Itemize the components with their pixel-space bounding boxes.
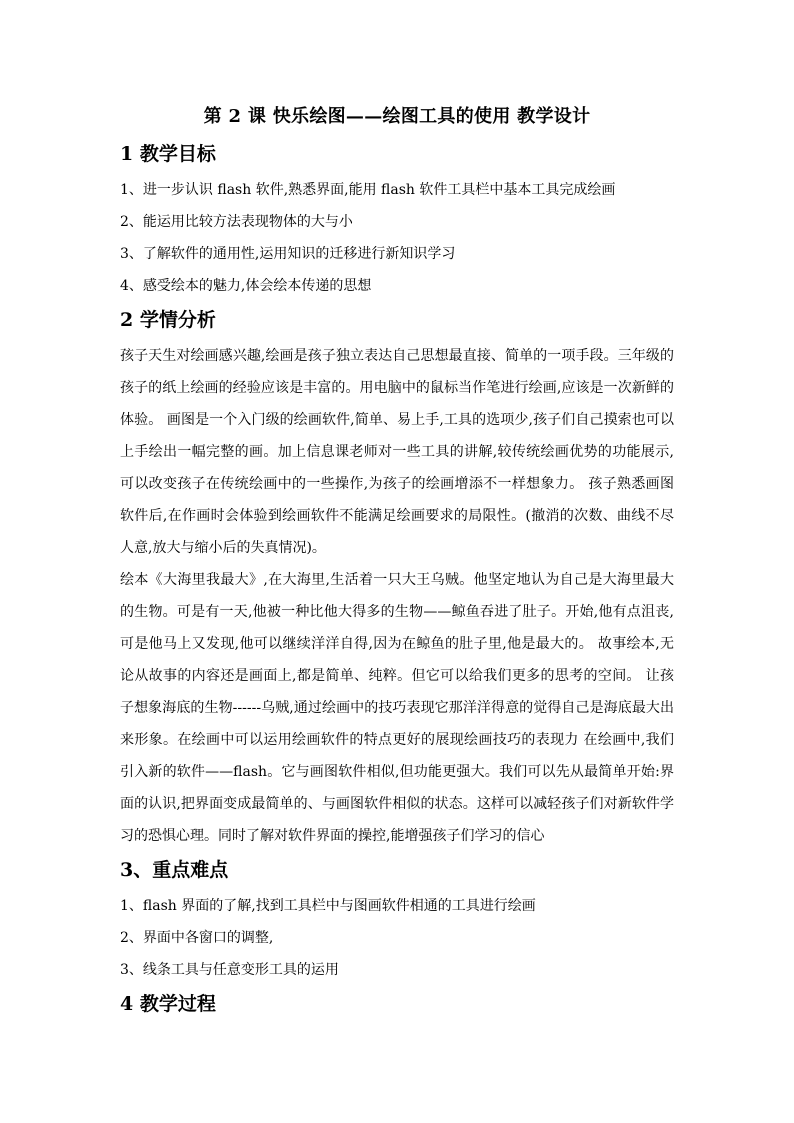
section-heading-learner-analysis: 2 学情分析	[120, 309, 216, 331]
section-key-points	[120, 856, 674, 986]
section-heading-teaching-process: 4 教学过程	[120, 993, 216, 1015]
section-heading-objectives: 1 教学目标	[120, 143, 216, 165]
objective-item: 2、能运用比较方法表现物体的大与小	[120, 214, 353, 230]
section-teaching-process	[120, 990, 674, 1018]
key-point-item: 2、界面中各窗口的调整,	[120, 930, 274, 946]
objective-item: 4、感受绘本的魅力,体会绘本传递的思想	[120, 278, 372, 294]
key-point-item: 3、线条工具与任意变形工具的运用	[120, 962, 339, 978]
analysis-paragraph: 孩子天生对绘画感兴趣,绘画是孩子独立表达自己思想最直接、简单的一项手段。三年级的孩子的纸上绘画的经验应该是丰富的。用电脑中的鼠标当作笔进行绘画,应该是一次新鲜的体验。 画图是一个入门级的绘画软件,简单、易上手,工具的选项少,孩子们自己摸索也可以上手绘出一幅完整的画。加上信息课老师对一些工具的讲解,较传统绘画优势的功能展示,可以改变孩子在传统绘画中的一些操作,为孩子的绘画增添不一样想象力。 孩子熟悉画图软件后,在作画时会体验到绘画软件不能满足绘画要求的局限性。(撤消的次数、曲线不尽人意,放大与缩小后的失真情况)。	[120, 348, 674, 556]
objective-item: 3、了解软件的通用性,运用知识的迁移进行新知识学习	[120, 246, 456, 262]
key-point-item: 1、flash 界面的了解,找到工具栏中与图画软件相通的工具进行绘画	[120, 898, 536, 914]
section-learner-analysis	[120, 306, 674, 852]
analysis-paragraph: 绘本《大海里我最大》,在大海里,生活着一只大王乌贼。他坚定地认为自己是大海里最大的生物。可是有一天,他被一种比他大得多的生物——鲸鱼吞进了肚子。开始,他有点沮丧,可是他马上又发现,他可以继续洋洋自得,因为在鲸鱼的肚子里,他是最大的。 故事绘本,无论从故事的内容还是画面上,都是简单、纯粹。但它可以给我们更多的思考的空间。 让孩子想象海底的生物------乌贼,通过绘画中的技巧表现它那洋洋得意的觉得自己是海底最大出来形象。在绘画中可以运用绘画软件的特点更好的展现绘画技巧的表现力 在绘画中,我们引入新的软件——flash。它与画图软件相似,但功能更强大。我们可以先从最简单开始:界面的认识,把界面变成最简单的、与画图软件相似的状态。这样可以减轻孩子们对新软件学习的恐惧心理。同时了解对软件界面的操控,能增强孩子们学习的信心	[120, 572, 674, 844]
section-heading-key-points: 3、重点难点	[120, 859, 229, 881]
section-objectives	[120, 140, 674, 302]
objective-item: 1、进一步认识 flash 软件,熟悉界面,能用 flash 软件工具栏中基本工具完成绘画	[120, 182, 616, 198]
document-title: 第 2 课 快乐绘图——绘图工具的使用 教学设计	[203, 106, 591, 127]
